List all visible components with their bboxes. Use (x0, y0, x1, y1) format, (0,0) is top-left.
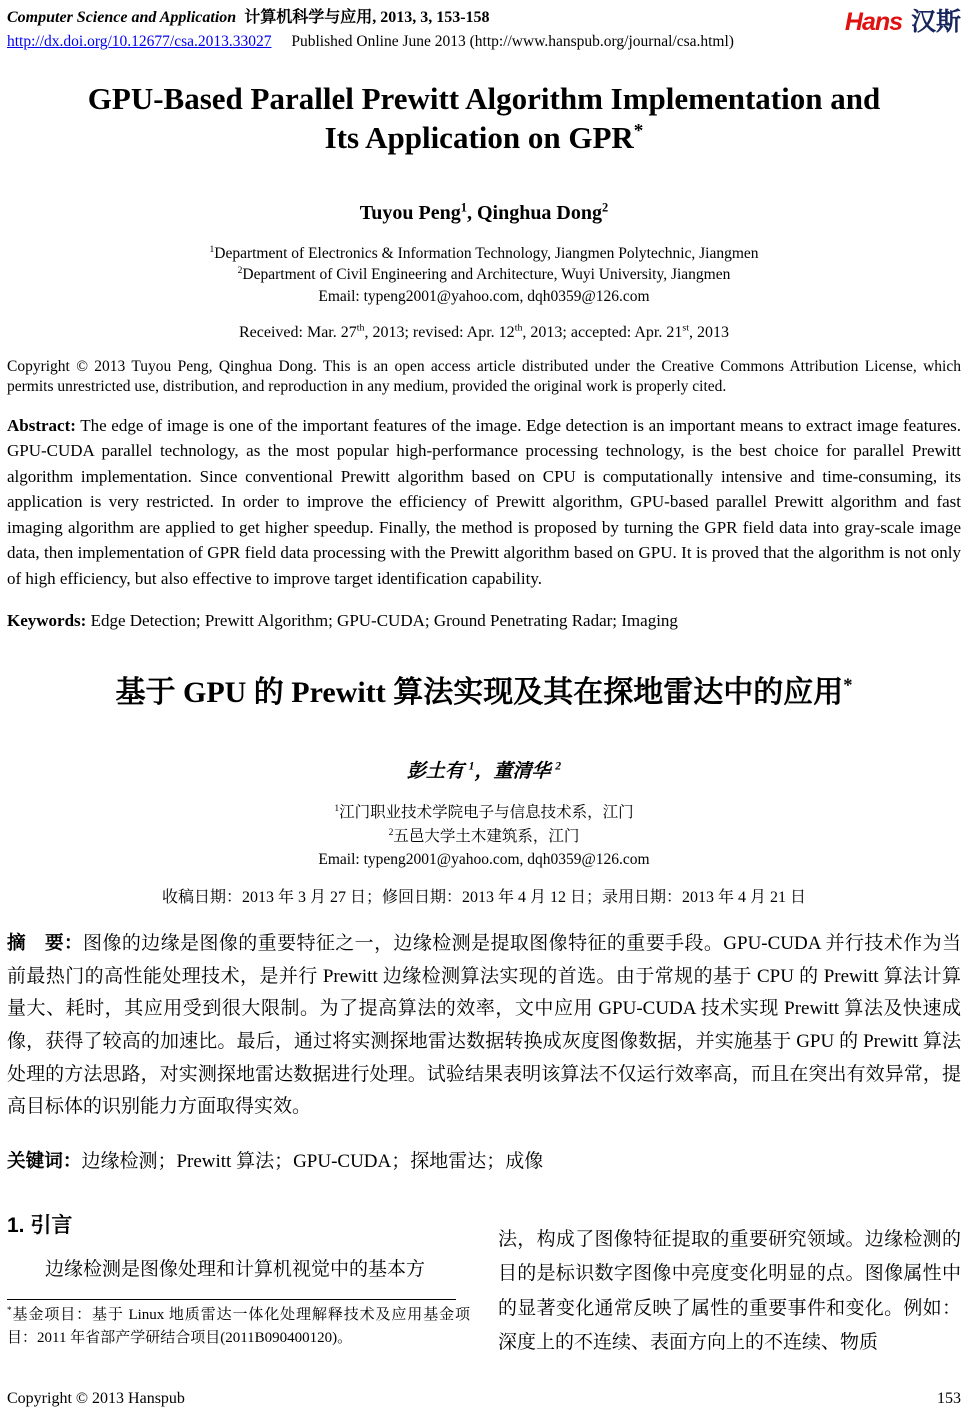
affiliation2-zh (7, 825, 961, 848)
authors-zh (7, 756, 961, 783)
author1-affil-mark-zh: 1 (468, 760, 475, 774)
journal-name-en: Computer Science and Application (7, 9, 237, 26)
keywords-text-en: Edge Detection; Prewitt Algorithm; GPU-CUDA; Ground Penetrating Radar; Imaging (86, 611, 678, 631)
affiliation2-en (7, 264, 961, 286)
copyright-notice: Copyright © 2013 Tuyou Peng, Qinghua Dong. This is an open access article distributed under the Creative Commons Attribution License, which permits unrestricted use, distribution, and reproduction in any medium, provided the original work is properly cited. (7, 357, 961, 395)
doi-link[interactable]: http://dx.doi.org/10.12677/csa.2013.33027 (7, 32, 272, 50)
article-title-zh (7, 673, 961, 712)
journal-name-zh: 计算机科学与应用, 2013, 3, 153-158 (244, 9, 490, 26)
keywords-label-en: Keywords: (7, 611, 87, 631)
footnote-text: 基金项目：基于 Linux 地质雷达一体化处理解释技术及应用基金项目：2011 年省部产学研结合项目(2011B090400120)。 (7, 1307, 470, 1346)
footnote-block (7, 1299, 470, 1349)
keywords-text-zh: 边缘检测；Prewitt 算法；GPU-CUDA；探地雷达；成像 (81, 1151, 544, 1173)
accepted-date: , 2013; accepted: Apr. 21 (522, 323, 683, 341)
keywords-zh (7, 1146, 961, 1173)
revised-date: , 2013; revised: Apr. 12 (364, 323, 515, 341)
doi-line (7, 33, 734, 51)
affiliations-zh (7, 801, 961, 871)
abstract-text-en: The edge of image is one of the important features of the image. Edge detection is an important means to extract image features. GPU-CUDA parallel technology, as the most popular high-performance processing technology, is the best choice for parallel Prewitt algorithm implementation. Since conventional Prewitt algorithm based on CPU is computationally intensive and time-consuming, its application is very restricted. In order to improve the efficiency of Prewitt algorithm, GPU-based parallel Prewitt algorithm and fast imaging algorithm are applied to get higher speedup. Finally, the method is proposed by turning the GPR field data into gray-scale image data, then implementation of GPR field data processing with the Prewitt algorithm based on GPU. It is proved that the algorithm is not only of high efficiency, but also effective to improve target identification capability. (7, 415, 961, 588)
affiliation1-text: Department of Electronics & Information Technology, Jiangmen Polytechnic, Jiangmen (214, 244, 759, 262)
email-line-en: Email: typeng2001@yahoo.com, dqh0359@126.com (318, 287, 650, 305)
journal-title-line (7, 8, 734, 29)
accepted-year: , 2013 (688, 323, 729, 341)
page-footer (7, 1390, 961, 1408)
accepted-ordinal: st (682, 322, 689, 334)
hans-logo (845, 8, 961, 35)
hans-logo-zh: 汉斯 (910, 8, 961, 36)
author2-affil-mark-zh: 2 (555, 760, 562, 774)
body-columns (7, 1209, 961, 1360)
received-date: Received: Mar. 27 (239, 323, 357, 341)
author1-affil-mark: 1 (460, 199, 467, 214)
journal-info (7, 8, 734, 51)
abstract-label-zh: 摘 要： (7, 932, 84, 954)
article-title-en (27, 79, 941, 158)
footnote-rule (7, 1299, 456, 1300)
article-title-line1: GPU-Based Parallel Prewitt Algorithm Implementation and (87, 80, 881, 116)
affiliation1-zh (7, 801, 961, 824)
authors-separator-zh: ， (474, 761, 494, 783)
author2-name-zh: 董清华 (493, 761, 556, 783)
dates-zh: 收稿日期：2013 年 3 月 27 日；修回日期：2013 年 4 月 12 日；录用日期：2013 年 4 月 21 日 (161, 889, 806, 907)
right-column (498, 1209, 961, 1360)
left-column (7, 1209, 470, 1360)
author1-name-en: Tuyou Peng (359, 201, 461, 224)
published-online-text: Published Online June 2013 (http://www.hanspub.org/journal/csa.html) (291, 32, 734, 50)
affiliation1-en (7, 243, 961, 265)
affiliation1-mark: 1 (209, 243, 215, 255)
author2-affil-mark: 2 (602, 199, 609, 214)
section1-paragraph-left: 边缘检测是图像处理和计算机视觉中的基本方 (45, 1259, 426, 1281)
received-ordinal: th (356, 322, 365, 334)
received-line (7, 324, 961, 342)
section1-paragraph-right: 法，构成了图像特征提取的重要研究领域。边缘检测的目的是标识数字图像中亮度变化明显的点。图像属性中的显著变化通常反映了属性的重要事件和变化。例如：深度上的不连续、表面方向上的不连续、物质 (498, 1229, 961, 1353)
section1-heading: 1. 引言 (7, 1214, 73, 1238)
title-footnote-mark: * (633, 120, 644, 142)
affiliation2-text: Department of Civil Engineering and Architecture, Wuyi University, Jiangmen (242, 266, 731, 284)
journal-header (7, 8, 961, 51)
affiliation2-mark: 2 (237, 265, 243, 277)
footnote-mark: * (7, 1306, 12, 1317)
affiliation1-text-zh: 江门职业技术学院电子与信息技术系，江门 (339, 804, 634, 822)
affiliation2-text-zh: 五邑大学土木建筑系，江门 (393, 827, 580, 845)
author2-name-en: Qinghua Dong (476, 201, 603, 224)
abstract-text-zh: 图像的边缘是图像的重要特征之一，边缘检测是提取图像特征的重要手段。GPU-CUDA 并行技术作为当前最热门的高性能处理技术，是并行 Prewitt 边缘检测算法实现的首选。由于常规的基于 CPU 的 Prewitt 算法计算量大、耗时，其应用受到很大限制。为了提高算法的效率，文中应用 GPU-CUDA 技术实现 Prewitt 算法及快速成像，获得了较高的加速比。最后，通过将实测探地雷达数据转换成灰度图像数据，并实施基于 GPU 的 Prewitt 算法处理的方法思路，对实测探地雷达数据进行处理。试验结果表明该算法不仅运行效率高，而且在突出有效异常，提高目标体的识别能力方面取得实效。 (7, 933, 961, 1118)
footer-copyright: Copyright © 2013 Hanspub (7, 1390, 185, 1407)
authors-en (7, 199, 961, 225)
page-number: 153 (937, 1390, 961, 1407)
abstract-zh (7, 927, 961, 1124)
title-zh-footnote-mark: * (843, 675, 853, 697)
keywords-en (7, 611, 961, 631)
authors-separator: , (466, 201, 477, 224)
email-line-zh: Email: typeng2001@yahoo.com, dqh0359@126.com (318, 850, 650, 868)
hans-logo-en: Hans (844, 8, 903, 36)
affiliation1-mark-zh: 1 (334, 803, 340, 815)
article-title-line2: Its Application on GPR (324, 120, 634, 156)
keywords-label-zh: 关键词： (7, 1150, 82, 1172)
affiliation2-mark-zh: 2 (388, 826, 394, 838)
abstract-label-en: Abstract: (7, 415, 76, 435)
abstract-en (7, 413, 961, 592)
article-title-zh-text: 基于 GPU 的 Prewitt 算法实现及其在探地雷达中的应用 (115, 676, 844, 710)
affiliations-en (7, 243, 961, 308)
revised-ordinal: th (514, 322, 523, 334)
author1-name-zh: 彭土有 (406, 761, 469, 783)
